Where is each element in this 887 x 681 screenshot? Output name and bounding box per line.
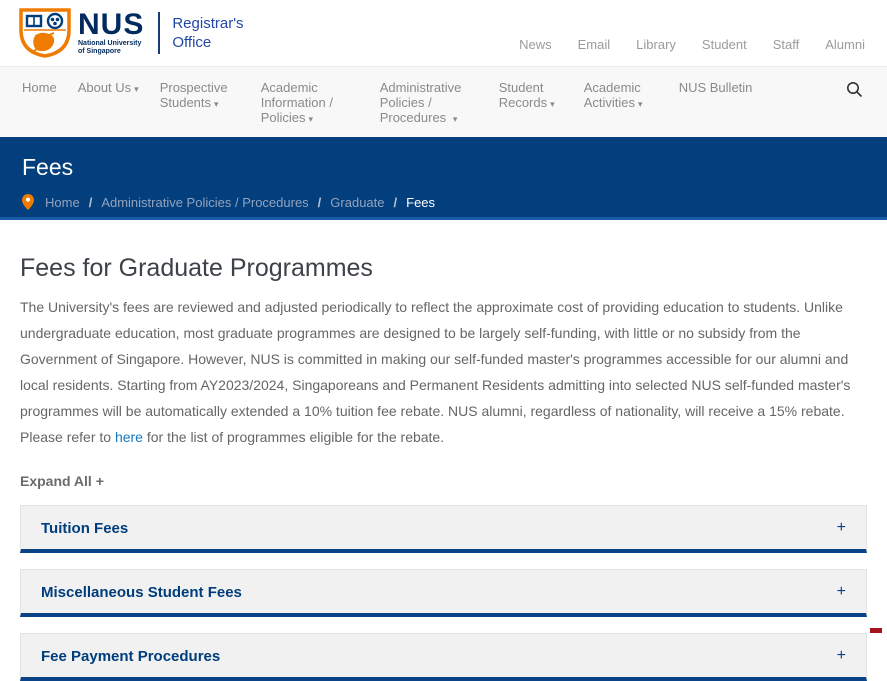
- nav-item-label: Academic Activities: [583, 80, 641, 110]
- rebate-programmes-link[interactable]: here: [114, 429, 143, 445]
- site-header: [0, 0, 887, 66]
- office-name-link[interactable]: [172, 14, 243, 52]
- logo-subtext-line2: of Singapore: [78, 48, 121, 55]
- accordion-fee-payment-procedures: [20, 633, 867, 681]
- accordion-tuition-fees: [20, 505, 867, 553]
- chevron-down-icon: ▾: [134, 84, 139, 94]
- chevron-down-icon: ▾: [452, 114, 458, 124]
- nav-item-prospective-students[interactable]: [160, 80, 240, 112]
- nav-item-label: Home: [22, 80, 57, 95]
- main-nav: [0, 66, 887, 137]
- logo-divider: [158, 12, 160, 54]
- breadcrumb: [22, 194, 865, 210]
- logo-text: NUS: [78, 8, 145, 41]
- nav-item-home[interactable]: [22, 80, 57, 95]
- plus-icon[interactable]: +: [836, 647, 846, 664]
- plus-icon[interactable]: +: [836, 519, 846, 536]
- content-heading: Fees for Graduate Programmes: [20, 254, 373, 282]
- utility-nav: [519, 37, 865, 52]
- intro-text-after-link: for the list of programmes eligible for the rebate.: [142, 429, 445, 445]
- nav-item-label: Student Records: [498, 80, 548, 110]
- nus-logo[interactable]: [18, 8, 144, 58]
- nav-item-label: About Us: [77, 80, 132, 95]
- accordion-miscellaneous-student-fees: [20, 569, 867, 617]
- chevron-down-icon: ▾: [308, 114, 314, 124]
- accordion-title: Tuition Fees: [41, 519, 129, 537]
- utility-link-staff[interactable]: Staff: [772, 37, 800, 52]
- nav-item-label: Administrative Policies / Procedures: [379, 80, 462, 125]
- breadcrumb-link-home[interactable]: Home: [45, 194, 80, 210]
- nus-crest-icon: [18, 8, 72, 58]
- nav-item-label: NUS Bulletin: [678, 80, 753, 95]
- office-name-line2: Office: [172, 34, 212, 51]
- map-pin-icon: [22, 194, 34, 210]
- nav-item-about-us[interactable]: [78, 80, 139, 97]
- nav-item-academic-activities[interactable]: [584, 80, 658, 112]
- accordion-title: Fee Payment Procedures: [41, 647, 221, 665]
- office-name-line1: Registrar's: [172, 15, 244, 32]
- utility-link-news[interactable]: News: [519, 37, 552, 52]
- nav-item-label: Academic Information / Policies: [260, 80, 333, 125]
- nav-item-academic-information-policies[interactable]: [261, 80, 359, 127]
- intro-paragraph: [20, 294, 867, 450]
- breadcrumb-separator: /: [393, 194, 398, 210]
- expand-all-button[interactable]: Expand All +: [20, 473, 104, 489]
- utility-link-alumni[interactable]: Alumni: [825, 37, 865, 52]
- nav-item-student-records[interactable]: [499, 80, 563, 112]
- nav-item-label: Prospective Students: [159, 80, 228, 110]
- logo-subtext-line1: National University: [78, 40, 142, 47]
- chevron-down-icon: ▾: [550, 99, 555, 109]
- back-to-top-button-partial[interactable]: [870, 628, 882, 633]
- breadcrumb-link-admin-policies[interactable]: Administrative Policies / Procedures: [101, 194, 309, 210]
- breadcrumb-link-graduate[interactable]: Graduate: [330, 194, 385, 210]
- breadcrumb-separator: /: [317, 194, 322, 210]
- plus-icon[interactable]: +: [836, 583, 846, 600]
- page-title: Fees: [22, 154, 74, 180]
- accordion-title: Miscellaneous Student Fees: [41, 583, 242, 601]
- main-content: [0, 220, 887, 681]
- chevron-down-icon: ▾: [638, 99, 643, 109]
- nus-wordmark: [78, 10, 144, 56]
- page-banner: [0, 137, 887, 220]
- breadcrumb-separator: /: [88, 194, 93, 210]
- utility-link-library[interactable]: Library: [636, 37, 676, 52]
- accordion-header-miscellaneous-student-fees[interactable]: [20, 569, 867, 617]
- intro-text-before-link: The University's fees are reviewed and adjusted periodically to reflect the approximate cost of providing education to students. Unlike undergraduate education, most graduate programmes are designed to be largely self-funding, with little or no subsidy from the Government of Singapore. However, NUS is committed in making our self-funded master's programmes accessible for our alumni and local residents. Starting from AY2023/2024, Singaporeans and Permanent Residents admitting into selected NUS self-funded master's programmes will be automatically extended a 10% tuition fee rebate. NUS alumni, regardless of nationality, will receive a 15% rebate. Please refer to: [20, 299, 851, 445]
- nav-item-nus-bulletin[interactable]: [679, 80, 753, 95]
- utility-link-student[interactable]: Student: [701, 37, 747, 52]
- search-icon: [846, 81, 863, 98]
- chevron-down-icon: ▾: [214, 99, 219, 109]
- accordion-header-fee-payment-procedures[interactable]: [20, 633, 867, 681]
- accordion-header-tuition-fees[interactable]: [20, 505, 867, 553]
- utility-link-email[interactable]: Email: [577, 37, 611, 52]
- nav-item-administrative-policies-procedures[interactable]: [380, 80, 478, 127]
- breadcrumb-current: Fees: [406, 194, 436, 210]
- search-button[interactable]: [846, 81, 863, 103]
